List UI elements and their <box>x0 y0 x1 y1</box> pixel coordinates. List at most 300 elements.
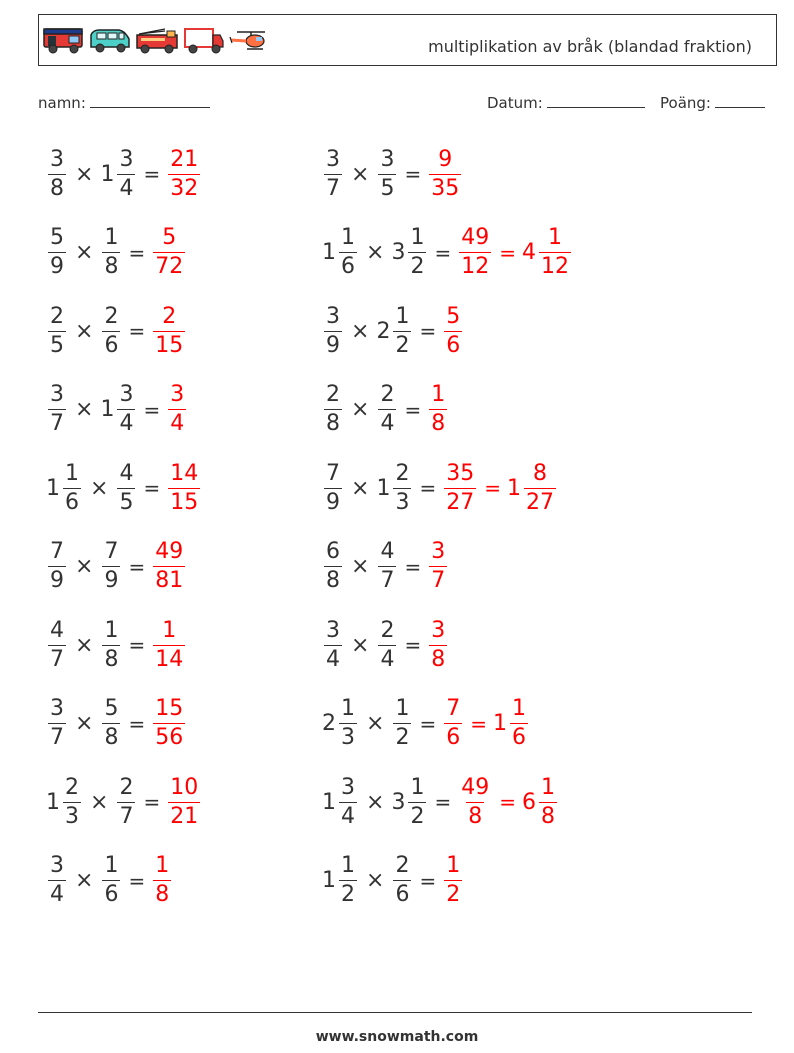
answer <box>166 146 202 201</box>
times-sign: × <box>75 868 94 893</box>
times-sign: × <box>75 554 94 579</box>
factor-b <box>391 774 428 829</box>
factor-b-denominator: 2 <box>395 725 410 750</box>
answer-value-fraction <box>459 774 491 829</box>
factor-a-numerator: 3 <box>326 617 340 643</box>
factor-b-fraction <box>378 384 396 435</box>
factor-a <box>46 698 68 749</box>
factor-b <box>100 855 122 906</box>
factor-a <box>322 541 344 592</box>
factor-b-fraction <box>102 855 120 906</box>
answer-value-numerator: 1 <box>155 853 170 878</box>
answer <box>151 855 173 906</box>
answer-value <box>151 855 173 906</box>
factor-a-denominator: 3 <box>341 725 355 750</box>
factor-a-denominator: 7 <box>50 411 64 436</box>
answer <box>442 460 558 515</box>
answer-value <box>166 774 202 829</box>
factor-a <box>46 146 68 201</box>
answer-value-numerator: 3 <box>431 617 446 643</box>
factor-b-numerator: 1 <box>410 774 425 800</box>
answer-value-denominator: 6 <box>446 725 461 750</box>
answer-mixed-numerator: 1 <box>547 225 562 250</box>
factor-a <box>322 460 344 515</box>
factor-b-fraction <box>102 303 120 358</box>
factor-b-numerator: 1 <box>104 225 119 250</box>
problem <box>322 772 559 832</box>
equals-sign: = <box>143 162 161 186</box>
factor-a-numerator: 3 <box>341 774 355 800</box>
answer-equals-sign: = <box>470 711 487 736</box>
factor-b-numerator: 2 <box>395 853 410 878</box>
factor-b-denominator: 2 <box>395 332 410 358</box>
answer-value-numerator: 1 <box>431 382 446 407</box>
answer <box>457 227 573 278</box>
answer-mixed-fraction <box>539 227 571 278</box>
answer-value-fraction <box>153 855 171 906</box>
factor-b <box>100 617 122 672</box>
answer-value <box>442 303 464 358</box>
equals-sign: = <box>143 476 161 500</box>
answer-value-numerator: 3 <box>170 382 185 407</box>
factor-b-numerator: 3 <box>119 146 134 172</box>
factor-b-denominator: 2 <box>410 254 425 279</box>
footer-url: www.snowmath.com <box>315 1029 479 1045</box>
factor-a-denominator: 7 <box>50 646 64 672</box>
answer-value-numerator: 5 <box>446 303 461 329</box>
helicopter-icon <box>227 25 269 55</box>
factor-a-numerator: 3 <box>326 303 340 329</box>
answer-value <box>151 617 187 672</box>
answer-value-numerator: 14 <box>170 460 199 486</box>
problem <box>46 144 202 204</box>
answer-value-denominator: 27 <box>446 489 475 515</box>
equals-sign: = <box>434 790 452 814</box>
factor-b-numerator: 2 <box>380 617 395 643</box>
factor-a-fraction <box>48 698 66 749</box>
factor-b-denominator: 5 <box>119 489 134 515</box>
factor-a-denominator: 6 <box>341 254 355 279</box>
answer <box>151 698 187 749</box>
answer-value-denominator: 21 <box>170 803 199 829</box>
answer-value <box>442 460 478 515</box>
times-sign: × <box>75 161 94 187</box>
factor-a-numerator: 7 <box>50 539 64 564</box>
answer-value-fraction <box>429 146 461 201</box>
factor-a-fraction <box>339 698 357 749</box>
factor-a-whole: 1 <box>46 789 60 815</box>
answer-value <box>151 227 187 278</box>
factor-a <box>46 384 68 435</box>
factor-a <box>322 698 359 749</box>
camper-van-icon <box>43 25 85 55</box>
factor-a-whole: 1 <box>322 789 336 815</box>
factor-a-denominator: 3 <box>65 803 79 829</box>
answer-value <box>442 855 464 906</box>
factor-a-denominator: 9 <box>326 489 340 515</box>
factor-a-denominator: 2 <box>341 882 355 907</box>
name-line[interactable] <box>90 94 210 108</box>
factor-b-fraction <box>117 384 135 435</box>
factor-b-denominator: 9 <box>104 568 119 593</box>
score-label: Poäng: <box>660 94 711 112</box>
answer-mixed-denominator: 12 <box>540 254 569 279</box>
problem <box>322 223 573 283</box>
answer <box>151 541 187 592</box>
factor-b-numerator: 2 <box>395 460 410 486</box>
factor-b <box>376 541 398 592</box>
name-label: namn: <box>38 94 86 112</box>
answer-value-fraction <box>429 384 447 435</box>
factor-a-numerator: 7 <box>326 460 340 486</box>
answer <box>151 617 187 672</box>
factor-a-denominator: 6 <box>65 489 79 515</box>
date-line[interactable] <box>547 94 645 108</box>
answer-mixed-fraction <box>524 460 556 515</box>
answer-mixed-numerator: 1 <box>540 774 555 800</box>
factor-a-fraction <box>48 146 66 201</box>
factor-a-denominator: 8 <box>50 175 64 201</box>
answer-mixed-numerator: 8 <box>532 460 547 486</box>
factor-a-fraction <box>63 774 81 829</box>
factor-b-denominator: 4 <box>119 175 134 201</box>
factor-b-fraction <box>102 617 120 672</box>
times-sign: × <box>351 161 370 187</box>
times-sign: × <box>351 397 370 422</box>
factor-b-whole: 1 <box>100 397 115 422</box>
times-sign: × <box>90 789 109 815</box>
factor-a <box>322 617 344 672</box>
factor-b-fraction <box>393 855 411 906</box>
factor-a-denominator: 4 <box>50 882 64 907</box>
answer-value-fraction <box>168 146 200 201</box>
factor-b <box>100 698 122 749</box>
factor-a-denominator: 8 <box>326 568 340 593</box>
answer-mixed-whole: 1 <box>506 475 521 501</box>
answer-mixed-numerator: 1 <box>511 696 526 721</box>
answer-value-fraction <box>429 617 447 672</box>
factor-b-numerator: 2 <box>104 303 119 329</box>
answer-equals-sign: = <box>499 240 516 265</box>
answer-value-denominator: 6 <box>446 332 461 358</box>
answer-value <box>151 541 187 592</box>
factor-a-numerator: 2 <box>326 382 340 407</box>
factor-b <box>100 146 137 201</box>
factor-b-fraction <box>117 774 135 829</box>
equals-sign: = <box>128 240 146 265</box>
answer-value-numerator: 21 <box>170 146 199 172</box>
answer <box>166 774 202 829</box>
factor-a <box>322 146 344 201</box>
equals-sign: = <box>143 397 161 422</box>
factor-a-denominator: 9 <box>50 254 64 279</box>
factor-a-whole: 2 <box>322 711 336 736</box>
factor-a <box>322 774 359 829</box>
factor-a-numerator: 1 <box>341 696 355 721</box>
problem <box>46 772 202 832</box>
problem <box>322 537 449 597</box>
factor-a-fraction <box>48 227 66 278</box>
times-sign: × <box>75 240 94 265</box>
answer-value-denominator: 4 <box>170 411 185 436</box>
answer-value-numerator: 10 <box>170 774 199 800</box>
times-sign: × <box>75 318 94 344</box>
factor-b-numerator: 4 <box>380 539 395 564</box>
answer-value-fraction <box>153 541 185 592</box>
factor-a <box>322 303 344 358</box>
factor-a-fraction <box>63 460 81 515</box>
equals-sign: = <box>419 476 437 500</box>
answer-value-fraction <box>429 541 447 592</box>
score-line[interactable] <box>715 94 765 108</box>
factor-a-numerator: 6 <box>326 539 340 564</box>
answer-value-denominator: 56 <box>155 725 184 750</box>
equals-sign: = <box>404 554 422 579</box>
factor-a-denominator: 8 <box>326 411 340 436</box>
factor-b-denominator: 6 <box>104 332 119 358</box>
date-field <box>487 94 645 112</box>
answer-mixed <box>521 774 559 829</box>
problem <box>322 144 463 204</box>
factor-a <box>46 460 83 515</box>
factor-a-fraction <box>324 303 342 358</box>
answer <box>166 460 202 515</box>
answer-value-fraction <box>444 303 462 358</box>
answer-value-fraction <box>168 460 200 515</box>
factor-b-denominator: 6 <box>395 882 410 907</box>
factor-a-fraction <box>339 227 357 278</box>
problem <box>46 380 188 440</box>
factor-b-whole: 3 <box>391 789 406 815</box>
answer-mixed-fraction <box>539 774 557 829</box>
answer-value <box>442 698 464 749</box>
answer-value-fraction <box>168 774 200 829</box>
answer-value-fraction <box>153 617 185 672</box>
factor-b <box>100 541 122 592</box>
answer-value-numerator: 49 <box>461 774 490 800</box>
answer-value-denominator: 35 <box>431 175 460 201</box>
times-sign: × <box>75 397 94 422</box>
factor-b <box>376 384 398 435</box>
equals-sign: = <box>419 319 437 343</box>
answer <box>427 384 449 435</box>
factor-a-fraction <box>48 384 66 435</box>
factor-a-numerator: 3 <box>50 696 64 721</box>
times-sign: × <box>90 475 109 501</box>
factor-b-numerator: 2 <box>380 382 395 407</box>
equals-sign: = <box>404 633 422 657</box>
factor-b-fraction <box>378 617 396 672</box>
factor-b <box>100 227 122 278</box>
factor-a <box>46 303 68 358</box>
times-sign: × <box>366 789 385 815</box>
answer-equals-sign: = <box>484 476 501 500</box>
minivan-icon <box>89 25 131 55</box>
times-sign: × <box>75 632 94 658</box>
answer <box>151 303 187 358</box>
equals-sign: = <box>128 319 146 343</box>
factor-a-denominator: 4 <box>341 803 355 829</box>
factor-a <box>46 541 68 592</box>
times-sign: × <box>366 711 385 736</box>
factor-b-fraction <box>378 541 396 592</box>
equals-sign: = <box>128 633 146 657</box>
factor-a-fraction <box>324 617 342 672</box>
problem <box>322 615 449 675</box>
truck-icon <box>183 25 225 55</box>
answer-equals-sign: = <box>499 790 516 814</box>
factor-b-whole: 1 <box>376 475 391 501</box>
factor-b-numerator: 2 <box>119 774 134 800</box>
answer <box>427 541 449 592</box>
problem <box>46 694 187 754</box>
factor-a-fraction <box>324 384 342 435</box>
factor-b-fraction <box>408 774 426 829</box>
factor-b <box>115 774 137 829</box>
factor-b-fraction <box>117 460 135 515</box>
factor-a-denominator: 7 <box>50 725 64 750</box>
factor-a-fraction <box>339 774 357 829</box>
factor-b <box>391 227 428 278</box>
factor-a-fraction <box>48 855 66 906</box>
equals-sign: = <box>419 711 437 736</box>
answer-value <box>427 146 463 201</box>
equals-sign: = <box>128 868 146 893</box>
times-sign: × <box>366 868 385 893</box>
times-sign: × <box>75 711 94 736</box>
answer-value-fraction <box>153 303 185 358</box>
factor-a-fraction <box>324 541 342 592</box>
answer-value <box>427 541 449 592</box>
factor-b-denominator: 4 <box>380 411 395 436</box>
equals-sign: = <box>143 790 161 814</box>
factor-a-numerator: 2 <box>50 303 64 329</box>
factor-b-denominator: 8 <box>104 725 119 750</box>
factor-b-numerator: 1 <box>104 617 119 643</box>
answer-value-fraction <box>444 698 462 749</box>
answer <box>442 303 464 358</box>
factor-a-fraction <box>48 303 66 358</box>
header-box <box>38 14 777 66</box>
factor-b-denominator: 8 <box>104 646 119 672</box>
answer-value-denominator: 15 <box>155 332 184 358</box>
equals-sign: = <box>419 868 437 893</box>
factor-b-numerator: 1 <box>395 303 410 329</box>
problem <box>322 851 464 911</box>
factor-a-denominator: 9 <box>50 568 64 593</box>
factor-b-fraction <box>393 303 411 358</box>
answer-mixed-denominator: 27 <box>525 489 554 515</box>
answer-value-fraction <box>168 384 186 435</box>
answer-value-fraction <box>153 698 185 749</box>
problem <box>322 380 449 440</box>
answer-value-numerator: 35 <box>446 460 475 486</box>
factor-b-denominator: 4 <box>380 646 395 672</box>
answer <box>427 617 449 672</box>
factor-a <box>46 774 83 829</box>
answer-value-fraction <box>444 855 462 906</box>
factor-b <box>376 146 398 201</box>
page-title: multiplikation av bråk (blandad fraktion) <box>428 37 752 56</box>
problem <box>46 458 202 518</box>
factor-b <box>391 855 413 906</box>
answer-value-denominator: 2 <box>446 882 461 907</box>
times-sign: × <box>366 240 385 265</box>
factor-a-numerator: 4 <box>50 617 64 643</box>
answer-value-denominator: 7 <box>431 568 446 593</box>
answer-value-denominator: 8 <box>431 411 446 436</box>
factor-b-numerator: 1 <box>104 853 119 878</box>
answer-value-denominator: 8 <box>468 803 483 829</box>
answer-value <box>151 303 187 358</box>
answer-mixed <box>522 227 573 278</box>
answer-mixed-denominator: 8 <box>540 803 555 829</box>
answer-value-numerator: 2 <box>162 303 177 329</box>
factor-a <box>46 227 68 278</box>
answer-value <box>151 698 187 749</box>
factor-b-fraction <box>393 460 411 515</box>
answer <box>427 146 463 201</box>
factor-a-fraction <box>324 146 342 201</box>
factor-b-fraction <box>408 227 426 278</box>
factor-a <box>322 855 359 906</box>
times-sign: × <box>351 318 370 344</box>
equals-sign: = <box>128 554 146 579</box>
answer <box>442 698 530 749</box>
answer-value <box>457 774 493 829</box>
answer <box>442 855 464 906</box>
answer-value <box>427 617 449 672</box>
name-field <box>38 94 210 112</box>
problem <box>322 458 558 518</box>
equals-sign: = <box>404 162 422 186</box>
fire-truck-icon <box>135 25 179 55</box>
answer-value-denominator: 8 <box>155 882 170 907</box>
answer-value <box>166 460 202 515</box>
answer-value-numerator: 9 <box>438 146 453 172</box>
factor-b-numerator: 5 <box>104 696 119 721</box>
factor-b-fraction <box>102 227 120 278</box>
problem <box>46 301 187 361</box>
factor-b <box>391 698 413 749</box>
factor-a-numerator: 3 <box>50 146 64 172</box>
answer-value-numerator: 7 <box>446 696 461 721</box>
answer-value <box>166 384 188 435</box>
factor-a-fraction <box>48 541 66 592</box>
factor-b-denominator: 3 <box>395 489 410 515</box>
factor-b-whole: 1 <box>100 161 115 187</box>
factor-a-numerator: 1 <box>341 225 355 250</box>
factor-a <box>322 227 359 278</box>
factor-b-numerator: 1 <box>395 696 410 721</box>
date-label: Datum: <box>487 94 543 112</box>
factor-b-denominator: 7 <box>380 568 395 593</box>
factor-a-fraction <box>339 855 357 906</box>
answer-mixed <box>493 698 530 749</box>
factor-a-denominator: 9 <box>326 332 340 358</box>
factor-a <box>46 617 68 672</box>
factor-b-numerator: 7 <box>104 539 119 564</box>
answer-value-fraction <box>153 227 185 278</box>
problem <box>46 851 173 911</box>
factor-b <box>100 303 122 358</box>
factor-b-numerator: 1 <box>410 225 425 250</box>
answer-value-numerator: 15 <box>155 696 184 721</box>
answer-value <box>457 227 493 278</box>
factor-b-numerator: 4 <box>119 460 134 486</box>
factor-a-numerator: 3 <box>326 146 340 172</box>
equals-sign: = <box>434 240 452 265</box>
